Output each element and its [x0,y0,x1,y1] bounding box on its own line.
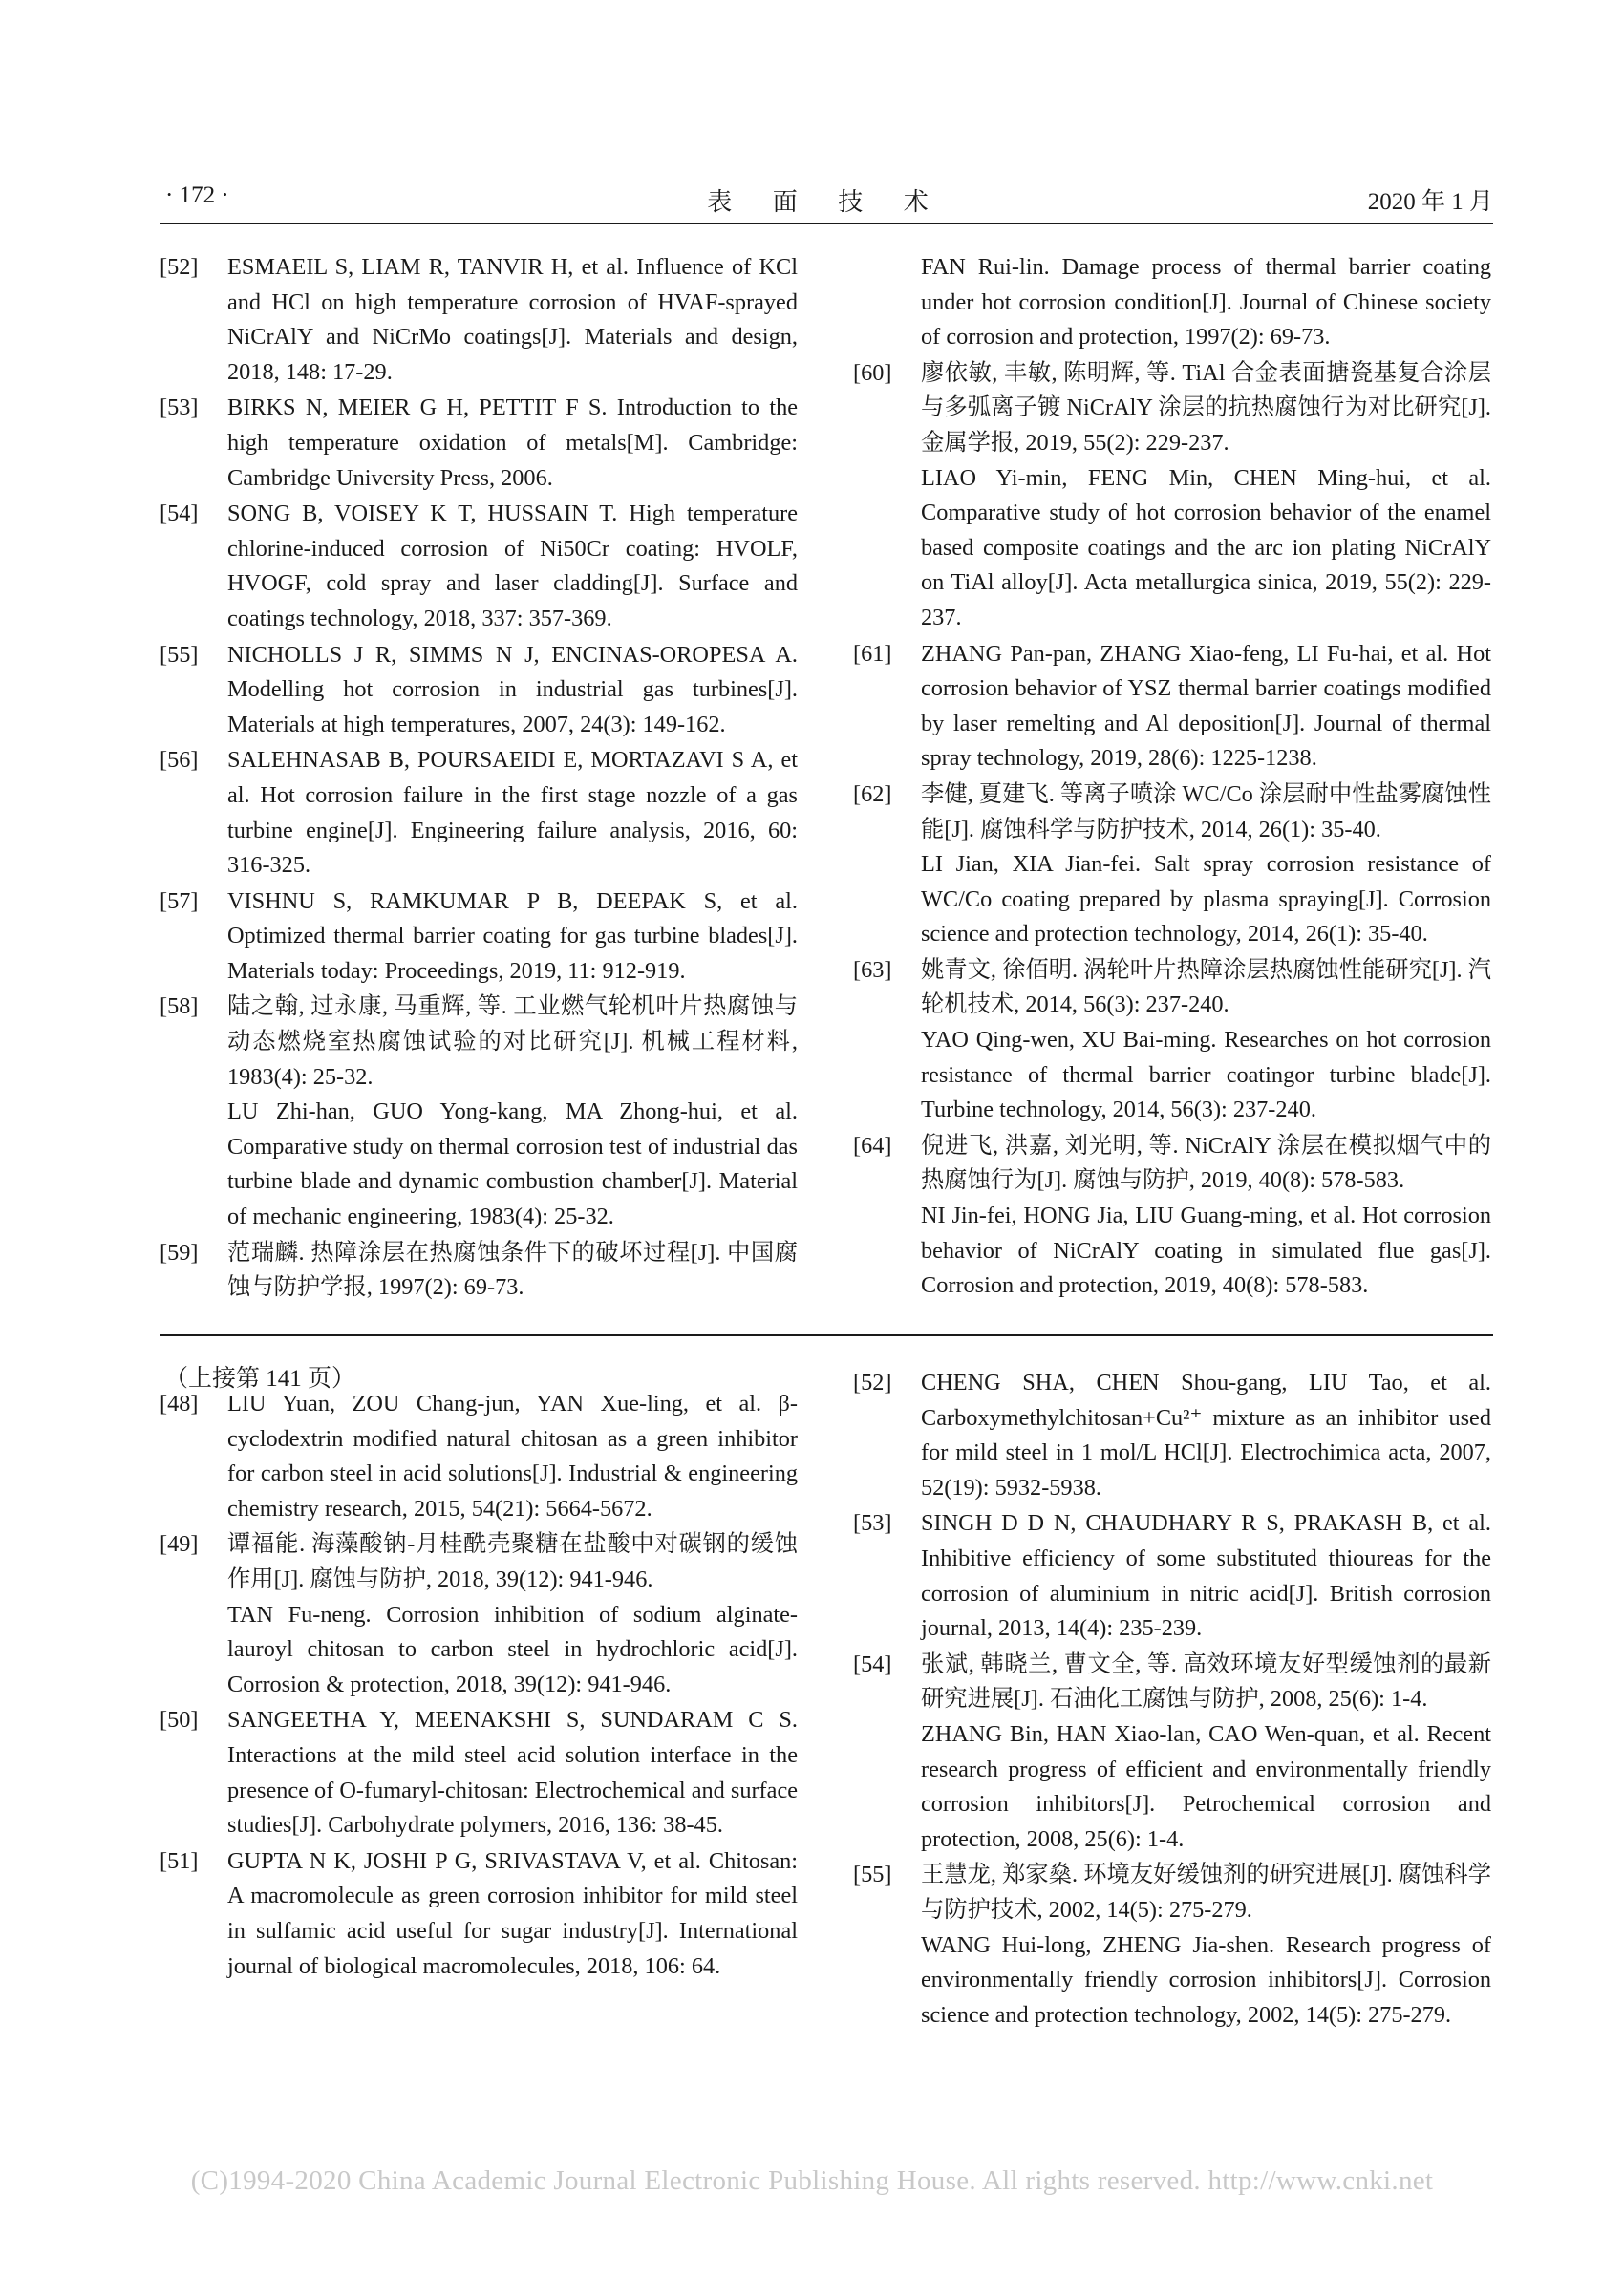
reference-number: [57] [160,887,199,914]
running-header [160,175,1493,224]
section-divider [160,1334,1493,1336]
references-bottom-left [160,1387,798,1984]
reference-number: [54] [853,1651,892,1677]
references-bottom-right [853,1366,1491,2033]
reference-text: CHENG SHA, CHEN Shou-gang, LIU Tao, et al. Carboxymethylchitosan+Cu²⁺ mixture as an inhibitor used for mild steel in 1 mol/L HCl[J]. Electrochimica acta, 2007, 52(19): 5932-5938. [921,1370,1491,1501]
reference-number: [53] [160,394,199,421]
reference-text: SANGEETHA Y, MEENAKSHI S, SUNDARAM C S. Interactions at the mild steel acid solution interface in the presence of O-fumaryl-chitosan: Electrochemical and surface studies[J]. Carbohydrate polymers, 2016, 136: 38-45. [227,1707,799,1839]
reference-text: 李健, 夏建飞. 等离子喷涂 WC/Co 涂层耐中性盐雾腐蚀性能[J]. 腐蚀科学与防护技术, 2014, 26(1): 35-40. [921,780,1491,842]
reference-number: [56] [160,747,199,774]
reference-text: 廖依敏, 丰敏, 陈明辉, 等. TiAl 合金表面搪瓷基复合涂层与多弧离子镀 NiCrAlY 涂层的抗热腐蚀行为对比研究[J]. 金属学报, 2019, 55(2): 229-237. [921,359,1491,456]
reference-item [853,356,1491,636]
reference-item [160,990,798,1234]
reference-number: [60] [853,359,892,386]
reference-item [853,1366,1491,1505]
reference-item [160,638,798,743]
copyright-footer: (C)1994-2020 China Academic Journal Electronic Publishing House. All rights reserved. http://www.cnki.net [190,2165,1434,2196]
reference-item [160,497,798,636]
reference-text: GUPTA N K, JOSHI P G, SRIVASTAVA V, et al. Chitosan: A macromolecule as green corrosion inhibitor for mild steel in sulfamic acid useful for sugar industry[J]. International journal of biological macromolecules, 2018, 106: 64. [227,1847,798,1979]
reference-text: BIRKS N, MEIER G H, PETTIT F S. Introduction to the high temperature oxidation of metals[M]. Cambridge: Cambridge University Press, 2006. [227,394,798,491]
page-number: · 172 · [165,182,229,208]
reference-number: [52] [853,1370,892,1396]
reference-number: [50] [160,1707,199,1734]
reference-english: ZHANG Bin, HAN Xiao-lan, CAO Wen-quan, et al. Recent research progress of efficient and environmentally friendly corrosion inhibitors[J]. Petrochemical corrosion and protection, 2008, 25(6): 1-4. [921,1720,1491,1852]
reference-item [160,250,798,390]
reference-number: [55] [853,1862,892,1888]
reference-number: [49] [160,1531,199,1558]
reference-text: 王慧龙, 郑家燊. 环境友好缓蚀剂的研究进展[J]. 腐蚀科学与防护技术, 2002, 14(5): 275-279. [921,1862,1491,1923]
continued-note: （上接第 141 页） [164,1366,356,1392]
reference-number: [48] [160,1391,199,1417]
reference-item [160,1236,798,1306]
reference-item [853,1858,1491,2033]
reference-item [853,1129,1491,1304]
reference-item [160,1387,798,1526]
reference-number: [59] [160,1239,199,1266]
reference-text: FAN Rui-lin. Damage process of thermal barrier coating under hot corrosion condition[J]. Journal of Chinese society of corrosion and protection, 1997(2): 69-73. [921,254,1491,351]
reference-item [160,1844,798,1984]
reference-english: YAO Qing-wen, XU Bai-ming. Researches on hot corrosion resistance of thermal barrier coatingor turbine blade[J]. Turbine technology, 2014, 56(3): 237-240. [921,1027,1491,1123]
reference-number: [51] [160,1847,199,1874]
reference-item [160,1527,798,1702]
reference-number: [63] [853,956,892,983]
reference-english: LU Zhi-han, GUO Yong-kang, MA Zhong-hui, et al. Comparative study on thermal corrosion test of industrial das turbine blade and dynamic combustion chamber[J]. Material of mechanic engineering, 1983(4): 25-32. [227,1098,798,1230]
reference-number: [58] [160,993,199,1020]
reference-item [160,884,798,990]
reference-item [160,391,798,496]
reference-text: 陆之翰, 过永康, 马重辉, 等. 工业燃气轮机叶片热腐蚀与动态燃烧室热腐蚀试验的对比研究[J]. 机械工程材料, 1983(4): 25-32. [227,993,798,1090]
reference-item [853,1506,1491,1646]
reference-number: [62] [853,780,892,807]
reference-continuation [853,250,1491,355]
references-top-right [853,250,1491,1304]
reference-item [160,1703,798,1843]
reference-item [160,743,798,883]
reference-text: 范瑞麟. 热障涂层在热腐蚀条件下的破坏过程[J]. 中国腐蚀与防护学报, 1997(2): 69-73. [227,1239,798,1301]
reference-number: [61] [853,640,892,667]
reference-english: TAN Fu-neng. Corrosion inhibition of sodium alginate-lauroyl chitosan to carbon steel in hydrochloric acid[J]. Corrosion & protection, 2018, 39(12): 941-946. [227,1601,798,1697]
reference-number: [53] [853,1510,892,1537]
reference-text: SONG B, VOISEY K T, HUSSAIN T. High temperature chlorine-induced corrosion of Ni50Cr coating: HVOLF, HVOGF, cold spray and laser cladding[J]. Surface and coatings technology, 2018, 337: 357-369. [227,501,798,631]
reference-text: LIU Yuan, ZOU Chang-jun, YAN Xue-ling, et al. β-cyclodextrin modified natural chitosan as a green inhibitor for carbon steel in acid solutions[J]. Industrial & engineering chemistry research, 2015, 54(21): 5664-5672. [227,1391,798,1522]
reference-text: SINGH D D N, CHAUDHARY R S, PRAKASH B, et al. Inhibitive efficiency of some substituted thioureas for the corrosion of aluminium in nitric acid[J]. British corrosion journal, 2013, 14(4): 235-239. [921,1510,1491,1642]
reference-number: [55] [160,641,199,668]
reference-text: ZHANG Pan-pan, ZHANG Xiao-feng, LI Fu-hai, et al. Hot corrosion behavior of YSZ thermal barrier coatings modified by laser remelting and Al deposition[J]. Journal of thermal spray technology, 2019, 28(6): 1225-1238. [921,640,1491,772]
reference-english: LI Jian, XIA Jian-fei. Salt spray corrosion resistance of WC/Co coating prepared by plasma spraying[J]. Corrosion science and protection technology, 2014, 26(1): 35-40. [921,851,1491,948]
reference-text: NICHOLLS J R, SIMMS N J, ENCINAS-OROPESA A. Modelling hot corrosion in industrial gas turbines[J]. Materials at high temperatures, 2007, 24(3): 149-162. [227,641,798,737]
reference-text: 张斌, 韩晓兰, 曹文全, 等. 高效环境友好型缓蚀剂的最新研究进展[J]. 石油化工腐蚀与防护, 2008, 25(6): 1-4. [921,1651,1491,1713]
issue-date: 2020 年 1 月 [1367,189,1493,215]
reference-english: WANG Hui-long, ZHENG Jia-shen. Research progress of environmentally friendly corrosion inhibitors[J]. Corrosion science and protection technology, 2002, 14(5): 275-279. [921,1931,1491,2028]
reference-number: [52] [160,254,199,280]
references-top-left [160,250,798,1306]
reference-item [853,778,1491,952]
reference-item [853,637,1491,777]
reference-number: [64] [853,1132,892,1159]
reference-text: SALEHNASAB B, POURSAEIDI E, MORTAZAVI S A, et al. Hot corrosion failure in the first stage nozzle of a gas turbine engine[J]. Engineering failure analysis, 2016, 60: 316-325. [227,747,798,879]
reference-text: VISHNU S, RAMKUMAR P B, DEEPAK S, et al. Optimized thermal barrier coating for gas turbine blades[J]. Materials today: Proceedings, 2019, 11: 912-919. [227,887,798,984]
journal-title: 表 面 技 术 [707,188,946,216]
reference-text: 姚青文, 徐佰明. 涡轮叶片热障涂层热腐蚀性能研究[J]. 汽轮机技术, 2014, 56(3): 237-240. [921,956,1491,1018]
reference-number: [54] [160,501,199,527]
reference-item [853,953,1491,1128]
reference-text: 倪进飞, 洪嘉, 刘光明, 等. NiCrAlY 涂层在模拟烟气中的热腐蚀行为[J]. 腐蚀与防护, 2019, 40(8): 578-583. [921,1132,1491,1194]
reference-english: LIAO Yi-min, FENG Min, CHEN Ming-hui, et al. Comparative study of hot corrosion behavior of the enamel based composite coatings and the arc ion plating NiCrAlY on TiAl alloy[J]. Acta metallurgica sinica, 2019, 55(2): 229-237. [921,464,1491,630]
reference-english: NI Jin-fei, HONG Jia, LIU Guang-ming, et al. Hot corrosion behavior of NiCrAlY coating in simulated flue gas[J]. Corrosion and protection, 2019, 40(8): 578-583. [921,1203,1491,1299]
reference-text: 谭福能. 海藻酸钠-月桂酰壳聚糖在盐酸中对碳钢的缓蚀作用[J]. 腐蚀与防护, 2018, 39(12): 941-946. [227,1531,798,1592]
reference-text: ESMAEIL S, LIAM R, TANVIR H, et al. Influence of KCl and HCl on high temperature corrosion of HVAF-sprayed NiCrAlY and NiCrMo coatings[J]. Materials and design, 2018, 148: 17-29. [227,254,798,385]
reference-item [853,1648,1491,1858]
